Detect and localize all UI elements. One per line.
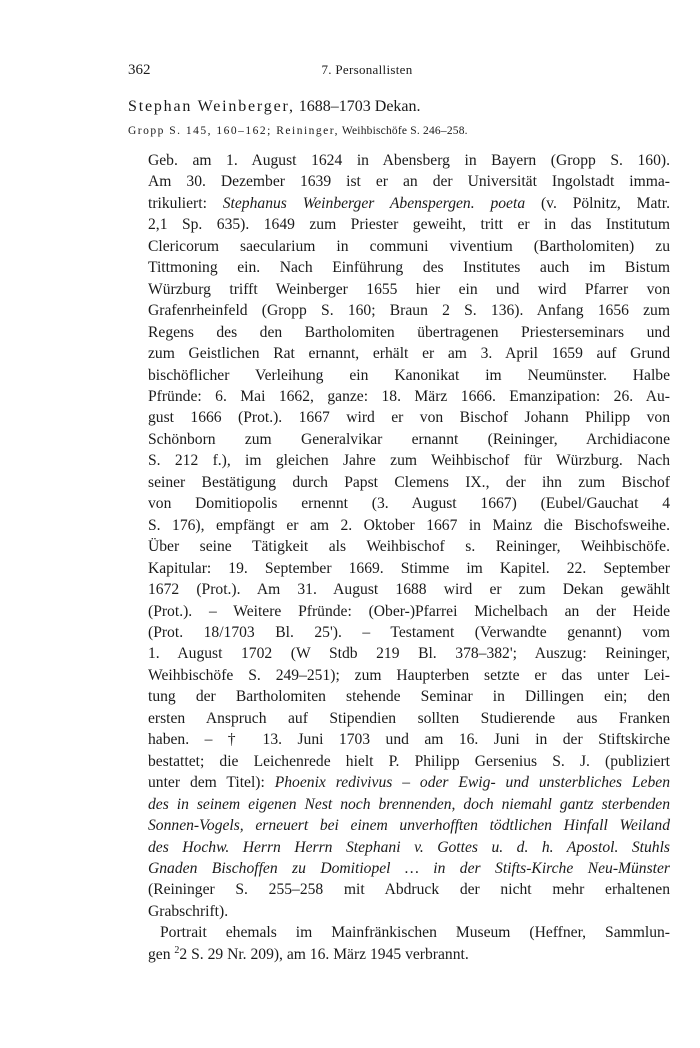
text-segment: Geb. am 1. August 1624 in Abensberg in Bayern (Gropp S. 160). (148, 152, 670, 169)
biography-paragraph (148, 150, 670, 922)
italic-citation: Gnaden Bischoffen zu Domitiopel … in der Stifts-Kirche Neu-Münster (148, 859, 670, 877)
text-line (148, 193, 670, 214)
text-segment: (Reininger S. 255–258 mit Abdruck der nicht mehr erhaltenen (148, 881, 670, 899)
text-segment: Schönborn zum Generalvikar ernannt (Reininger, Archidiacone (148, 430, 670, 448)
text-segment: Kapitular: 19. September 1669. Stimme im Kapitel. 22. September (148, 559, 670, 577)
text-segment: Pfründe: 6. Mai 1662, ganze: 18. März 1666. Emanzipation: 26. Au- (148, 387, 670, 405)
page-number: 362 (128, 62, 151, 78)
text-segment: bischöflicher Verleihung ein Kanonikat im Neumünster. Halbe (148, 366, 670, 384)
text-line (148, 472, 670, 493)
portrait-note-end: 2 S. 29 Nr. 209), am 16. März 1945 verbrannt. (179, 945, 469, 963)
text-line (148, 708, 670, 729)
page-header (128, 62, 606, 82)
text-line (148, 279, 670, 300)
italic-citation: Phoenix redivivus – oder Ewig- und unsterbliches Leben (274, 774, 670, 792)
text-segment: Am 30. Dezember 1639 ist er an der Universität Ingolstadt imma- (148, 173, 670, 191)
text-line (148, 386, 670, 407)
text-line (148, 365, 670, 386)
text-line (148, 214, 670, 235)
text-segment: Grafenrheinfeld (Gropp S. 160; Braun 2 S. 136). Anfang 1656 zum (148, 302, 670, 320)
source-ref-gropp: Gropp S. 145, 160–162; (128, 125, 277, 137)
text-segment: 1672 (Prot.). Am 31. August 1688 wird er zum Dekan gewählt (148, 581, 670, 599)
text-segment: Clericorum saecularium in communi viventium (Bartholomiten) zu (148, 237, 670, 255)
text-line (148, 343, 670, 364)
italic-citation: des in seinem eigenen Nest noch brennenden, doch niemahl gantz sterbenden (148, 795, 670, 813)
text-line (148, 772, 670, 793)
text-segment: gust 1666 (Prot.). 1667 wird er von Bischof Johann Philipp von (148, 409, 670, 427)
source-ref-reininger-author: Reininger, (276, 125, 339, 137)
text-segment: Grabschrift). (148, 902, 229, 920)
text-segment: bestattet; die Leichenrede hielt P. Philipp Gersenius S. J. (publiziert (148, 752, 670, 770)
portrait-note: Portrait ehemals im Mainfränkischen Museum (Heffner, Sammlun- (160, 924, 670, 942)
text-line (148, 322, 670, 343)
text-line (148, 622, 670, 643)
text-segment: tung der Bartholomiten stehende Seminar in Dillingen ein; den (148, 688, 670, 706)
text-segment: Würzburg trifft Weinberger 1655 hier ein und wird Pfarrer von (148, 280, 670, 298)
person-name: Stephan Weinberger, (128, 98, 295, 115)
text-segment: Weihbischöfe S. 249–251); zum Haupterben setzte er das unter Lei- (148, 666, 670, 684)
text-segment: trikuliert: (148, 194, 223, 212)
biography-text (148, 150, 670, 965)
text-line (148, 858, 670, 879)
italic-citation: des Hochw. Herrn Herrn Stephani v. Gottes u. d. h. Apostol. Stuhls (148, 838, 670, 856)
text-line (148, 536, 670, 557)
text-line (148, 493, 670, 514)
text-line (148, 150, 670, 171)
text-segment: S. 176), empfängt er am 2. Oktober 1667 in Mainz die Bischofsweihe. (148, 516, 670, 534)
text-line (148, 665, 670, 686)
text-segment: Über seine Tätigkeit als Weihbischof s. Reininger, Weihbischöfe. (148, 538, 670, 556)
text-line (148, 815, 670, 836)
text-segment: (v. Pölnitz, Matr. (525, 194, 670, 212)
text-line (148, 407, 670, 428)
text-line (148, 171, 670, 192)
text-line (148, 257, 670, 278)
text-line (148, 450, 670, 471)
text-line (148, 579, 670, 600)
text-line (148, 558, 670, 579)
text-segment: unter dem Titel): (148, 774, 275, 792)
running-head: 7. Personallisten (321, 62, 413, 77)
text-segment: (Prot.). – Weitere Pfründe: (Ober-)Pfarrei Michelbach an der Heide (148, 602, 670, 620)
italic-citation: Stephanus Weinberger Abenspergen. poeta (222, 194, 526, 212)
text-segment: zum Geistlichen Rat ernannt, erhält er am 3. April 1659 auf Grund (148, 345, 670, 363)
source-ref-reininger-title: Weihbischöfe S. 246–258. (339, 125, 468, 137)
text-line (148, 794, 670, 815)
office-dates: 1688–1703 Dekan. (298, 98, 421, 115)
text-segment: von Domitiopolis ernennt (3. August 1667) (Eubel/Gauchat 4 (148, 495, 670, 513)
text-segment: haben. – † 13. Juni 1703 und am 16. Juni in der Stiftskirche (148, 731, 670, 749)
text-line (148, 686, 670, 707)
text-segment: 2,1 Sp. 635). 1649 zum Priester geweiht, tritt er in das Institutum (148, 216, 670, 234)
entry-heading (128, 98, 688, 116)
text-line (148, 643, 670, 664)
portrait-note-line (148, 922, 670, 943)
edition-superscript: 2 (174, 944, 180, 956)
text-segment: seiner Bestätigung durch Papst Clemens IX., der ihn zum Bischof (148, 473, 670, 491)
text-segment: ersten Anspruch auf Stipendien sollten Studierende aus Franken (148, 709, 670, 727)
portrait-note-cont: gen (148, 945, 175, 963)
text-line (148, 837, 670, 858)
text-line (148, 901, 670, 922)
text-segment: Tittmoning ein. Nach Einführung des Institutes auch im Bistum (148, 259, 670, 277)
text-line (148, 515, 670, 536)
text-segment: Regens des den Bartholomiten übertragenen Priesterseminars und (148, 323, 670, 341)
text-line (148, 236, 670, 257)
source-references (128, 125, 668, 137)
text-line (148, 879, 670, 900)
portrait-note-line (148, 944, 670, 965)
text-segment: (Prot. 18/1703 Bl. 25'). – Testament (Verwandte genannt) vom (148, 623, 670, 641)
text-line (148, 751, 670, 772)
text-line (148, 729, 670, 750)
text-segment: 1. August 1702 (W Stdb 219 Bl. 378–382'; Auszug: Reininger, (148, 645, 670, 663)
text-line (148, 601, 670, 622)
italic-citation: Sonnen-Vogels, erneuert bei einem unverhofften tödtlichen Hinfall Weiland (148, 817, 670, 835)
text-segment: S. 212 f.), im gleichen Jahre zum Weihbischof für Würzburg. Nach (148, 452, 670, 470)
text-line (148, 300, 670, 321)
text-line (148, 429, 670, 450)
